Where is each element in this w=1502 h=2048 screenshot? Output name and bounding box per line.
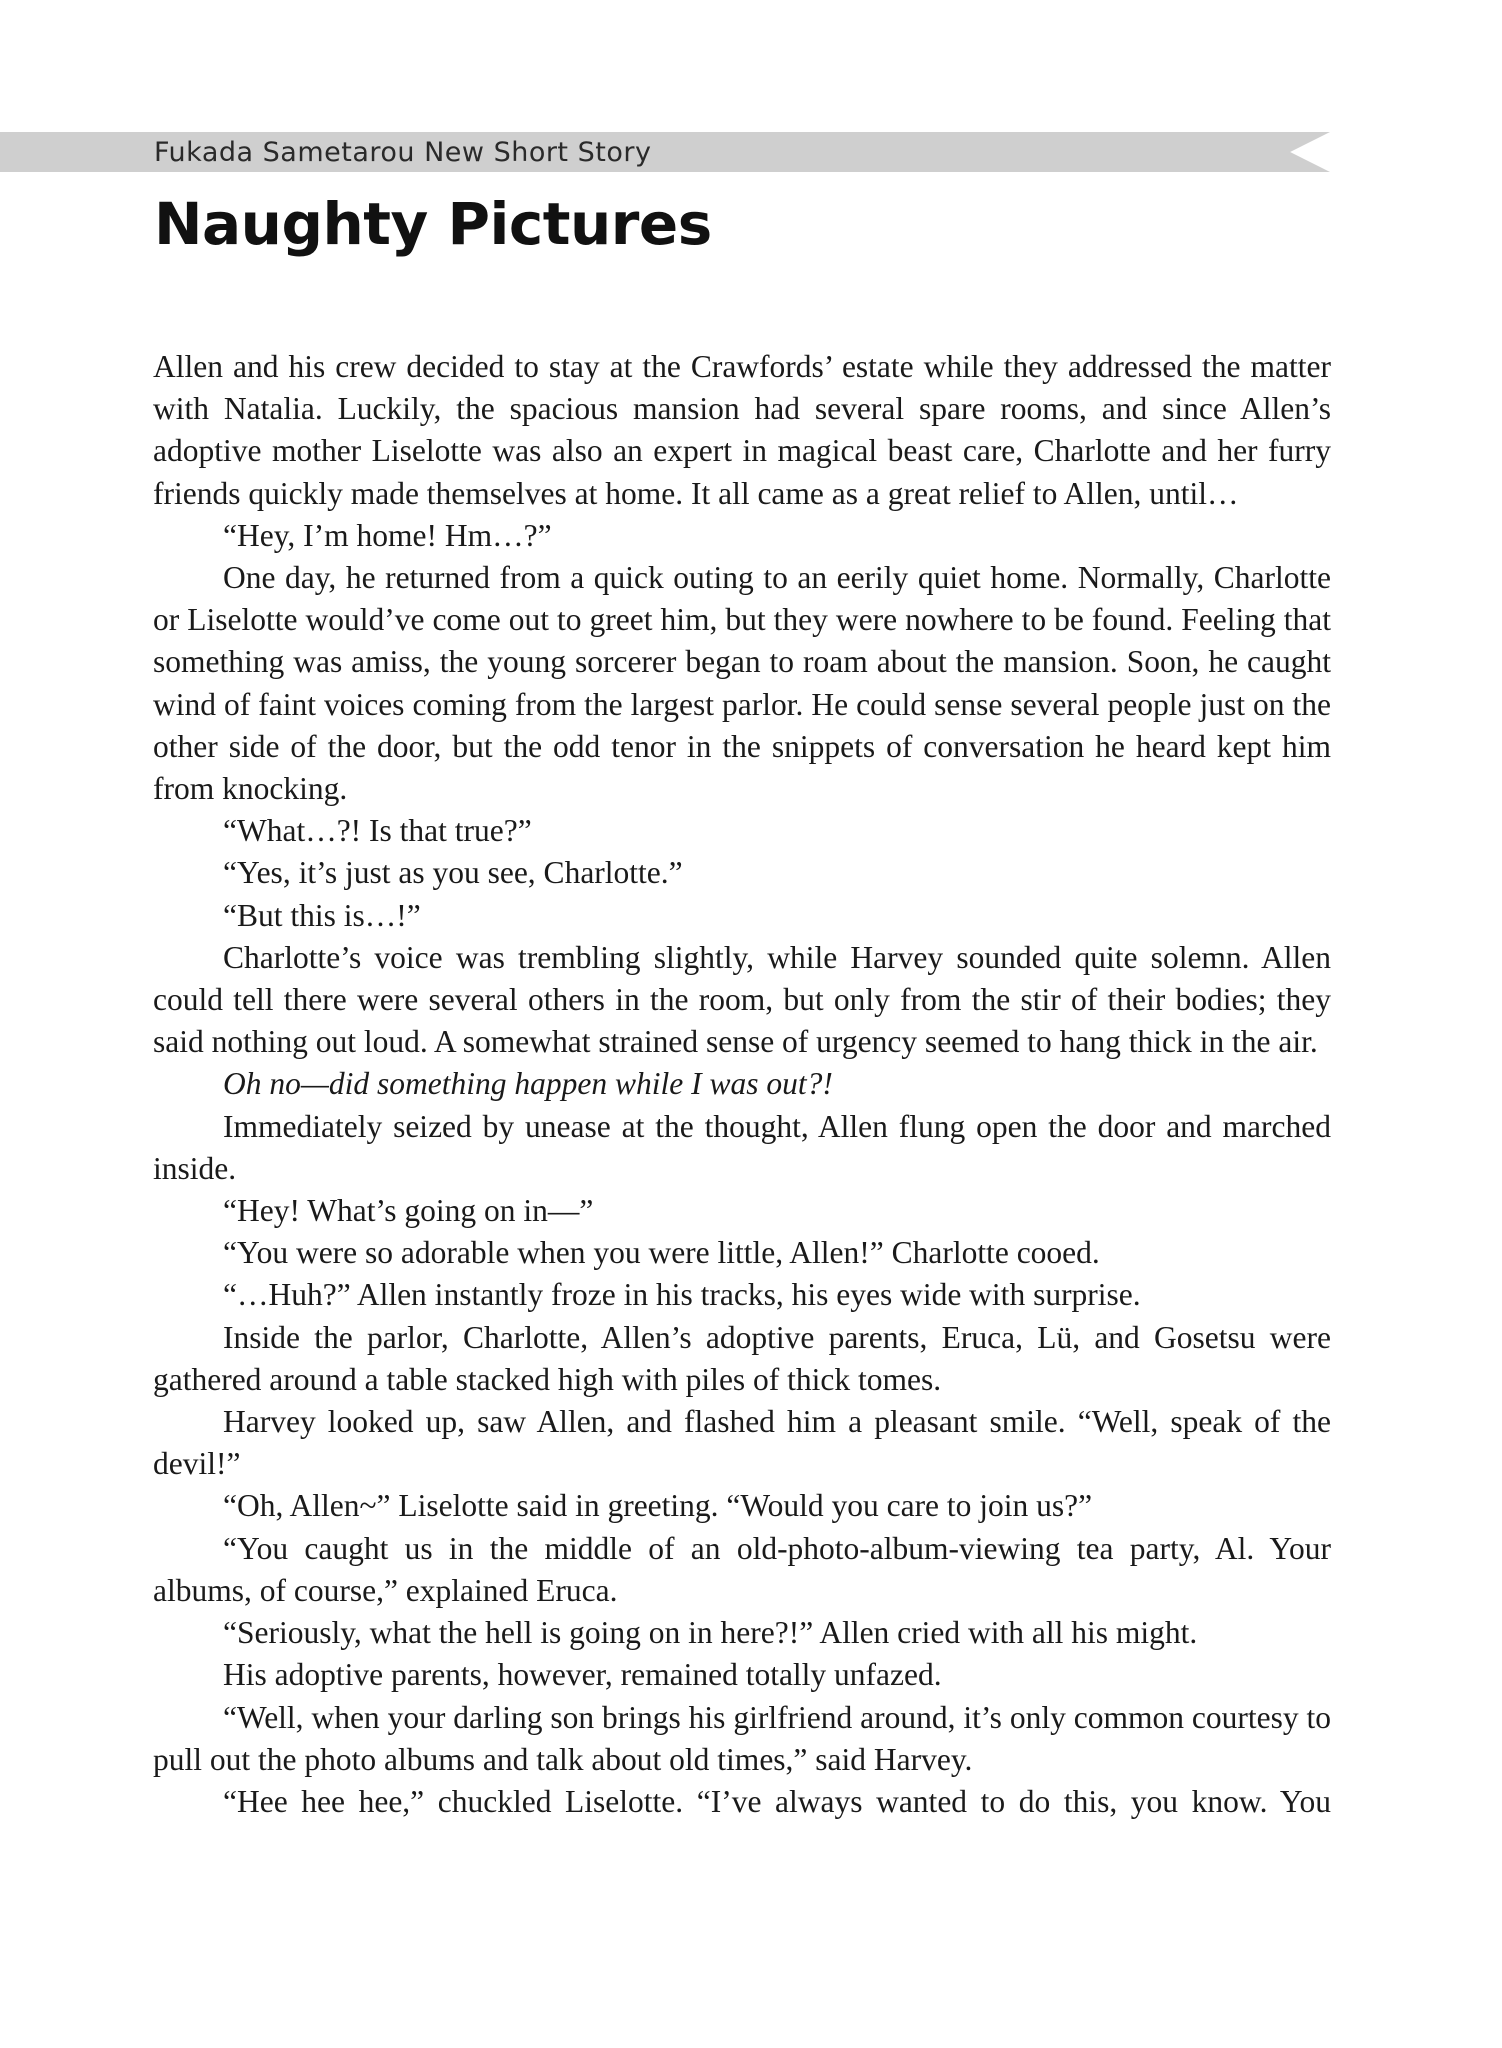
italic-thought: Oh no—did something happen while I was out?! [223,1066,833,1102]
paragraph: “You caught us in the middle of an old-photo-album-viewing tea party, Al. Your albums, of course,” explained Eruca. [153,1530,1331,1608]
story-body [153,346,1331,1823]
paragraph: “What…?! Is that true?” [223,813,532,849]
paragraph: Harvey looked up, saw Allen, and flashed him a pleasant smile. “Well, speak of the devil!” [153,1404,1331,1482]
paragraph: “Oh, Allen~” Liselotte said in greeting. “Would you care to join us?” [223,1488,1093,1524]
paragraph: “But this is…!” [223,897,421,933]
paragraph: “Yes, it’s just as you see, Charlotte.” [223,855,683,891]
paragraph: One day, he returned from a quick outing to an eerily quiet home. Normally, Charlotte or Liselotte would’ve come out to greet him, but they were nowhere to be found. Feeling that something was amiss, the young sorcerer began to roam about the mansion. Soon, he caught wind of faint voices coming from the largest parlor. He could sense several people just on the other side of the door, but the odd tenor in the snippets of conversation he heard kept him from knocking. [153,560,1331,807]
paragraph: “Hey, I’m home! Hm…?” [223,517,552,553]
paragraph: “Hee hee hee,” chuckled Liselotte. “I’ve always wanted to do this, you know. You [223,1783,1331,1819]
paragraph: “Seriously, what the hell is going on in here?!” Allen cried with all his might. [223,1615,1198,1651]
paragraph-italic [153,1063,1331,1105]
paragraph: “…Huh?” Allen instantly froze in his tracks, his eyes wide with surprise. [223,1277,1141,1313]
paragraph: Charlotte’s voice was trembling slightly, while Harvey sounded quite solemn. Allen could tell there were several others in the room, but only from the stir of their bodies; they said nothing out loud. A somewhat strained sense of urgency seemed to hang thick in the air. [153,939,1331,1060]
paragraph: “Well, when your darling son brings his girlfriend around, it’s only common courtesy to pull out the photo albums and talk about old times,” said Harvey. [153,1699,1331,1777]
series-label: Fukada Sametarou New Short Story [154,137,652,168]
paragraph: Inside the parlor, Charlotte, Allen’s adoptive parents, Eruca, Lü, and Gosetsu were gathered around a table stacked high with piles of thick tomes. [153,1319,1331,1397]
paragraph: “You were so adorable when you were little, Allen!” Charlotte cooed. [223,1235,1100,1271]
paragraph: Immediately seized by unease at the thought, Allen flung open the door and marched inside. [153,1108,1331,1186]
page-title: Naughty Pictures [154,190,712,258]
paragraph: Allen and his crew decided to stay at the Crawfords’ estate while they addressed the matter with Natalia. Luckily, the spacious mansion had several spare rooms, and since Allen’s adoptive mother Liselotte was also an expert in magical beast care, Charlotte and her furry friends quickly made themselves at home. It all came as a great relief to Allen, until… [153,349,1331,511]
paragraph: His adoptive parents, however, remained totally unfazed. [223,1657,942,1693]
paragraph: “Hey! What’s going on in—” [223,1193,594,1229]
